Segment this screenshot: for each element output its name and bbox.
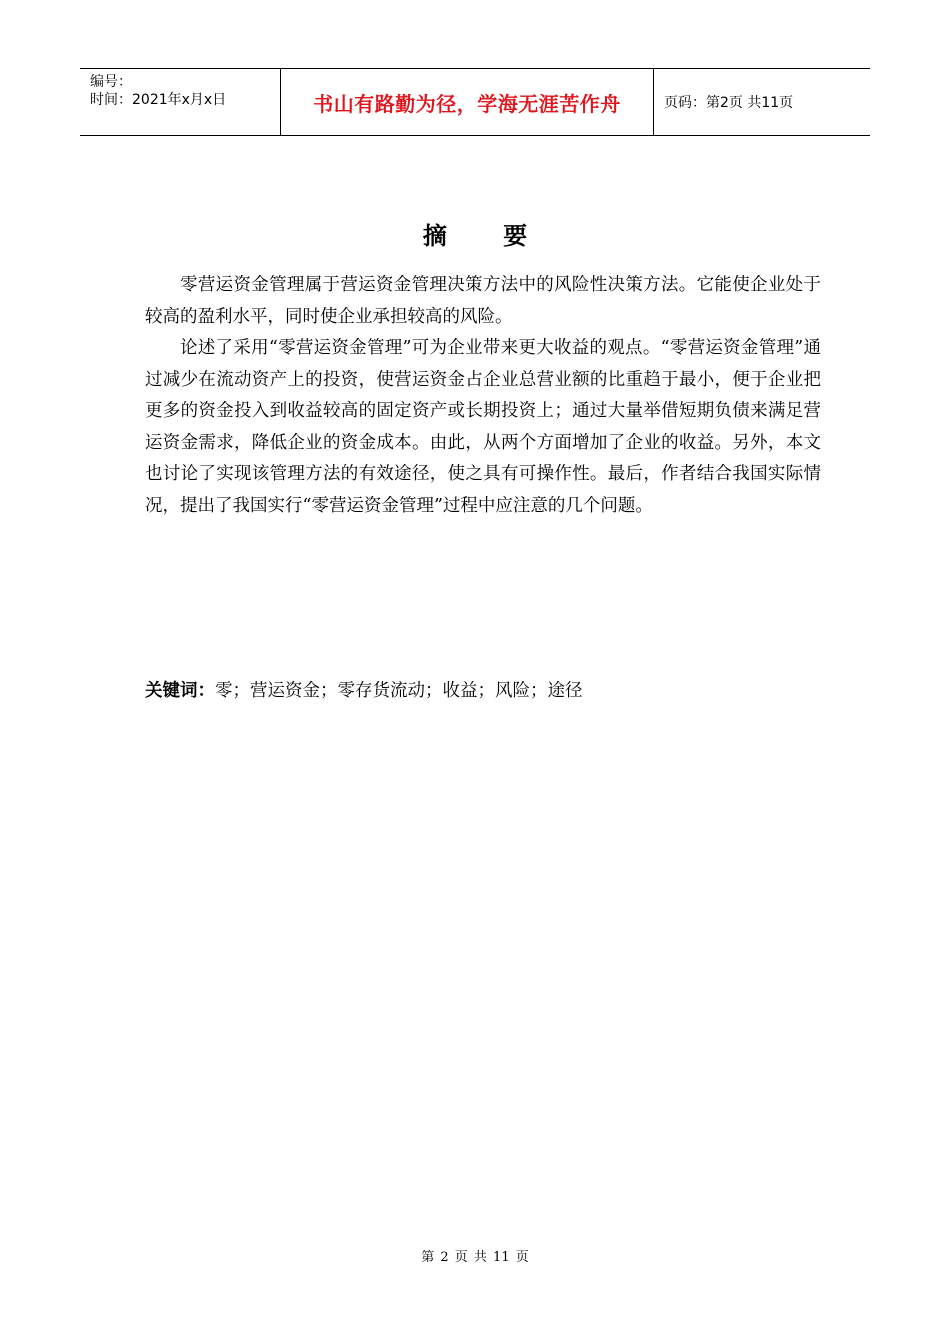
abstract-title: 摘 要 [422, 222, 552, 250]
header-page-code: 页码：第2页 共11页 [664, 95, 794, 111]
page-header [80, 68, 870, 136]
time-label: 时间：2021年x月x日 [90, 92, 227, 108]
abstract-body [145, 270, 821, 522]
header-motto: 书山有路勤为径，学海无涯苦作舟 [281, 69, 654, 135]
page-footer: 第 2 页 共 11 页 [421, 1250, 529, 1265]
number-label: 编号： [90, 74, 132, 90]
keywords-text: 零；营运资金；零存货流动；收益；风险；途径 [215, 681, 583, 701]
keywords-label: 关键词： [145, 681, 215, 701]
abstract-paragraph-1: 零营运资金管理属于营运资金管理决策方法中的风险性决策方法。它能使企业处于较高的盈利水平，同时使企业承担较高的风险。 [145, 275, 821, 327]
keywords-line [145, 676, 583, 706]
abstract-paragraph-2: 论述了采用“零营运资金管理”可为企业带来更大收益的观点。“零营运资金管理”通过减少在流动资产上的投资，使营运资金占企业总营业额的比重趋于最小，便于企业把更多的资金投入到收益较高的固定资产或长期投资上；通过大量举借短期负债来满足营运资金需求，降低企业的资金成本。由此，从两个方面增加了企业的收益。另外，本文也讨论了实现该管理方法的有效途径，使之具有可操作性。最后，作者结合我国实际情况，提出了我国实行“零营运资金管理”过程中应注意的几个问题。 [145, 338, 821, 516]
header-meta [80, 69, 281, 135]
